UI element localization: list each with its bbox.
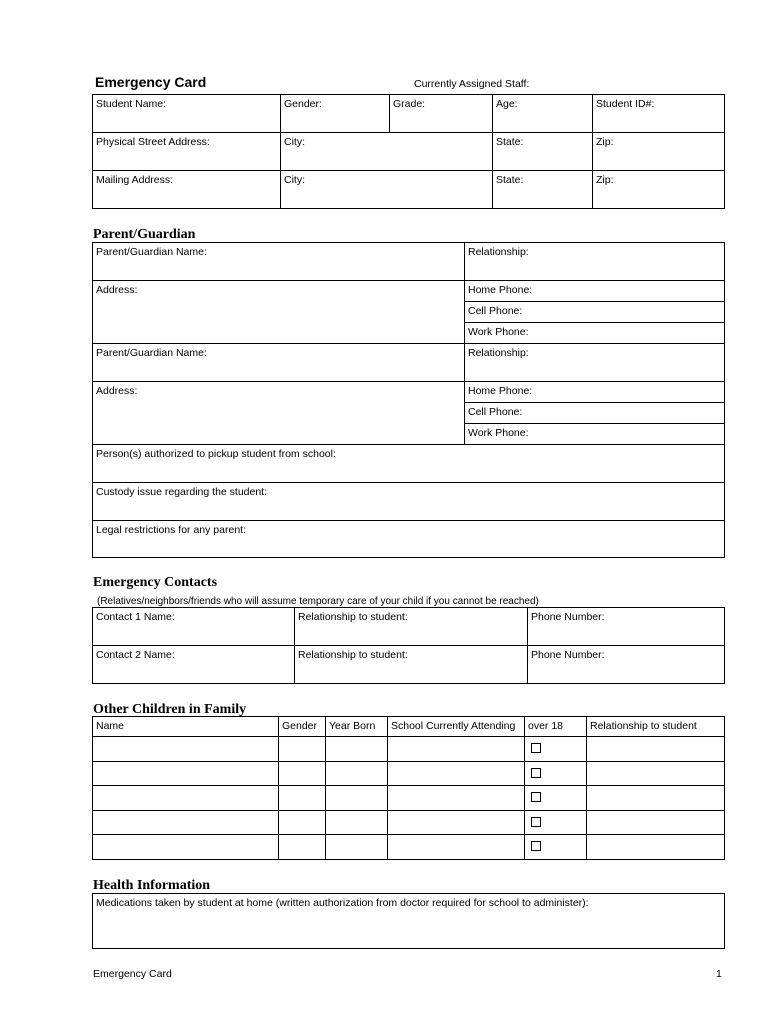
over18-checkbox[interactable] (531, 743, 541, 753)
parent2-work-phone-field[interactable] (465, 424, 725, 445)
city-field[interactable] (281, 133, 493, 171)
parent2-cell-phone-label: Cell Phone: (468, 406, 523, 418)
contact1-name-label: Contact 1 Name: (96, 611, 175, 623)
street-address-label: Physical Street Address: (96, 136, 210, 148)
col-over18-header: over 18 (525, 717, 587, 737)
parent2-address-label: Address: (96, 385, 138, 397)
pickup-authorized-field[interactable] (93, 445, 725, 483)
parent-guardian-heading: Parent/Guardian (93, 227, 196, 242)
over18-checkbox[interactable] (531, 792, 541, 802)
parent2-work-phone-label: Work Phone: (468, 427, 529, 439)
medications-label: Medications taken by student at home (written authorization from doctor required for school to administer): (96, 897, 589, 909)
col-school-header: School Currently Attending (388, 717, 525, 737)
col-gender-header: Gender (279, 717, 326, 737)
child-year-born-cell[interactable] (326, 786, 388, 811)
legal-restrictions-field[interactable] (93, 521, 725, 558)
parent1-relationship-field[interactable] (465, 243, 725, 281)
child-year-born-cell[interactable] (326, 761, 388, 786)
custody-issue-field[interactable] (93, 483, 725, 521)
mailing-zip-label: Zip: (596, 174, 614, 186)
parent1-cell-phone-field[interactable] (465, 302, 725, 323)
mailing-state-field[interactable] (493, 171, 593, 209)
children-header-row (93, 717, 725, 737)
child-name-cell[interactable] (93, 835, 279, 860)
parent1-address-label: Address: (96, 284, 138, 296)
contact2-relationship-field[interactable] (295, 646, 528, 684)
contact1-phone-label: Phone Number: (531, 611, 605, 623)
table-row (93, 810, 725, 835)
over18-checkbox[interactable] (531, 817, 541, 827)
child-year-born-cell[interactable] (326, 810, 388, 835)
page-title: Emergency Card (95, 74, 207, 90)
child-relationship-cell[interactable] (587, 810, 725, 835)
table-row (93, 761, 725, 786)
parent1-home-phone-field[interactable] (465, 281, 725, 302)
over18-checkbox[interactable] (531, 841, 541, 851)
contact2-name-field[interactable] (93, 646, 295, 684)
zip-label: Zip: (596, 136, 614, 148)
emergency-contacts-note: (Relatives/neighbors/friends who will assume temporary care of your child if you cannot be reached) (97, 596, 539, 607)
child-gender-cell[interactable] (279, 835, 326, 860)
parent2-home-phone-label: Home Phone: (468, 385, 533, 397)
child-gender-cell[interactable] (279, 810, 326, 835)
age-field[interactable] (493, 95, 593, 133)
zip-field[interactable] (593, 133, 725, 171)
child-over18-cell[interactable] (525, 786, 587, 811)
parent2-home-phone-field[interactable] (465, 382, 725, 403)
child-relationship-cell[interactable] (587, 737, 725, 762)
contact1-relationship-label: Relationship to student: (298, 611, 408, 623)
child-gender-cell[interactable] (279, 737, 326, 762)
gender-label: Gender: (284, 98, 322, 110)
contact2-phone-label: Phone Number: (531, 649, 605, 661)
student-info-table (92, 94, 725, 209)
footer-label: Emergency Card (93, 968, 172, 980)
state-field[interactable] (493, 133, 593, 171)
parent2-address-field[interactable] (93, 382, 465, 445)
health-info-table (92, 893, 725, 949)
child-relationship-cell[interactable] (587, 761, 725, 786)
child-school-cell[interactable] (388, 761, 525, 786)
page-number: 1 (716, 968, 722, 980)
parent1-cell-phone-label: Cell Phone: (468, 305, 523, 317)
emergency-contacts-table (92, 607, 725, 684)
child-name-cell[interactable] (93, 786, 279, 811)
student-name-label: Student Name: (96, 98, 167, 110)
child-school-cell[interactable] (388, 835, 525, 860)
table-row (93, 786, 725, 811)
parent2-cell-phone-field[interactable] (465, 403, 725, 424)
parent1-relationship-label: Relationship: (468, 246, 529, 258)
child-gender-cell[interactable] (279, 786, 326, 811)
medications-field[interactable] (93, 894, 725, 949)
col-year-born-header: Year Born (326, 717, 388, 737)
state-label: State: (496, 136, 524, 148)
child-year-born-cell[interactable] (326, 737, 388, 762)
grade-field[interactable] (390, 95, 493, 133)
child-name-cell[interactable] (93, 810, 279, 835)
legal-restrictions-label: Legal restrictions for any parent: (96, 524, 246, 536)
custody-issue-label: Custody issue regarding the student: (96, 486, 268, 498)
contact1-phone-field[interactable] (528, 608, 725, 646)
mailing-address-label: Mailing Address: (96, 174, 174, 186)
city-label: City: (284, 136, 305, 148)
table-row (93, 737, 725, 762)
child-school-cell[interactable] (388, 786, 525, 811)
assigned-staff-label: Currently Assigned Staff: (414, 78, 530, 90)
parent2-relationship-label: Relationship: (468, 347, 529, 359)
mailing-city-field[interactable] (281, 171, 493, 209)
contact1-relationship-field[interactable] (295, 608, 528, 646)
street-address-field[interactable] (93, 133, 281, 171)
child-name-cell[interactable] (93, 737, 279, 762)
parent1-name-field[interactable] (93, 243, 465, 281)
parent1-home-phone-label: Home Phone: (468, 284, 533, 296)
child-year-born-cell[interactable] (326, 835, 388, 860)
contact2-phone-field[interactable] (528, 646, 725, 684)
gender-field[interactable] (281, 95, 390, 133)
parent1-work-phone-field[interactable] (465, 323, 725, 344)
pickup-authorized-label: Person(s) authorized to pickup student from school: (96, 448, 336, 460)
parent1-address-field[interactable] (93, 281, 465, 344)
child-gender-cell[interactable] (279, 761, 326, 786)
student-name-field[interactable] (93, 95, 281, 133)
mailing-zip-field[interactable] (593, 171, 725, 209)
age-label: Age: (496, 98, 518, 110)
child-over18-cell[interactable] (525, 835, 587, 860)
student-id-label: Student ID#: (596, 98, 655, 110)
contact2-name-label: Contact 2 Name: (96, 649, 175, 661)
parent1-work-phone-label: Work Phone: (468, 326, 529, 338)
emergency-contacts-heading: Emergency Contacts (93, 575, 218, 590)
col-name-header: Name (93, 717, 279, 737)
grade-label: Grade: (393, 98, 426, 110)
child-school-cell[interactable] (388, 810, 525, 835)
contact2-relationship-label: Relationship to student: (298, 649, 408, 661)
child-over18-cell[interactable] (525, 761, 587, 786)
child-relationship-cell[interactable] (587, 786, 725, 811)
mailing-state-label: State: (496, 174, 524, 186)
col-relationship-header: Relationship to student (587, 717, 725, 737)
health-info-heading: Health Information (93, 878, 211, 893)
other-children-table (92, 716, 725, 860)
child-over18-cell[interactable] (525, 737, 587, 762)
child-over18-cell[interactable] (525, 810, 587, 835)
mailing-city-label: City: (284, 174, 305, 186)
parent-guardian-table (92, 242, 725, 558)
mailing-address-field[interactable] (93, 171, 281, 209)
parent1-name-label: Parent/Guardian Name: (96, 246, 207, 258)
over18-checkbox[interactable] (531, 768, 541, 778)
parent2-name-field[interactable] (93, 344, 465, 382)
parent2-relationship-field[interactable] (465, 344, 725, 382)
other-children-heading: Other Children in Family (93, 702, 247, 717)
child-school-cell[interactable] (388, 737, 525, 762)
table-row (93, 835, 725, 860)
child-relationship-cell[interactable] (587, 835, 725, 860)
student-id-field[interactable] (593, 95, 725, 133)
parent2-name-label: Parent/Guardian Name: (96, 347, 207, 359)
contact1-name-field[interactable] (93, 608, 295, 646)
child-name-cell[interactable] (93, 761, 279, 786)
